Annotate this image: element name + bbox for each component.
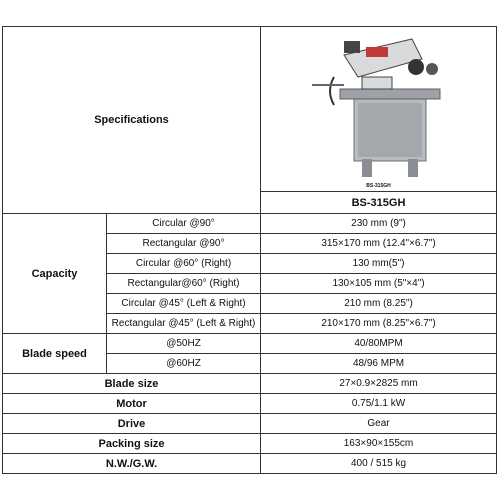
spec-value: Gear: [261, 414, 497, 434]
capacity-item-name: Circular @90°: [107, 214, 261, 234]
blade-speed-item-value: 48/96 MPM: [261, 354, 497, 374]
spec-label: Drive: [3, 414, 261, 434]
blade-speed-label: Blade speed: [3, 334, 107, 374]
spec-label: Blade size: [3, 374, 261, 394]
spec-label: Packing size: [3, 434, 261, 454]
machine-image: [261, 27, 496, 191]
capacity-item-value: 210 mm (8.25"): [261, 294, 497, 314]
model-name: BS-315GH: [261, 192, 497, 214]
capacity-item-name: Rectangular @90°: [107, 234, 261, 254]
capacity-item-value: 130 mm(5"): [261, 254, 497, 274]
header-row: [3, 27, 497, 192]
blade-speed-row: [3, 334, 497, 354]
spec-value: 400 / 515 kg: [261, 454, 497, 474]
specifications-label: Specifications: [3, 27, 261, 214]
capacity-item-name: Circular @45° (Left & Right): [107, 294, 261, 314]
capacity-label: Capacity: [3, 214, 107, 334]
capacity-item-value: 130×105 mm (5"×4"): [261, 274, 497, 294]
spec-row: [3, 394, 497, 414]
spec-label: N.W./G.W.: [3, 454, 261, 474]
spec-value: 163×90×155cm: [261, 434, 497, 454]
spec-value: 0.75/1.1 kW: [261, 394, 497, 414]
capacity-item-name: Rectangular @45° (Left & Right): [107, 314, 261, 334]
spec-value: 27×0.9×2825 mm: [261, 374, 497, 394]
capacity-item-name: Rectangular@60° (Right): [107, 274, 261, 294]
spec-row: [3, 374, 497, 394]
blade-speed-item-name: @50HZ: [107, 334, 261, 354]
capacity-item-value: 315×170 mm (12.4"×6.7"): [261, 234, 497, 254]
capacity-item-value: 210×170 mm (8.25"×6.7"): [261, 314, 497, 334]
capacity-row: [3, 214, 497, 234]
machine-image-cell: [261, 27, 497, 192]
spec-row: [3, 414, 497, 434]
capacity-item-name: Circular @60° (Right): [107, 254, 261, 274]
band-saw-image: [304, 31, 454, 181]
spec-label: Motor: [3, 394, 261, 414]
capacity-item-value: 230 mm (9"): [261, 214, 497, 234]
image-caption: BS-315GH: [366, 183, 391, 189]
blade-speed-item-name: @60HZ: [107, 354, 261, 374]
spec-table: [2, 26, 497, 474]
spec-row: [3, 434, 497, 454]
blade-speed-item-value: 40/80MPM: [261, 334, 497, 354]
spec-row: [3, 454, 497, 474]
